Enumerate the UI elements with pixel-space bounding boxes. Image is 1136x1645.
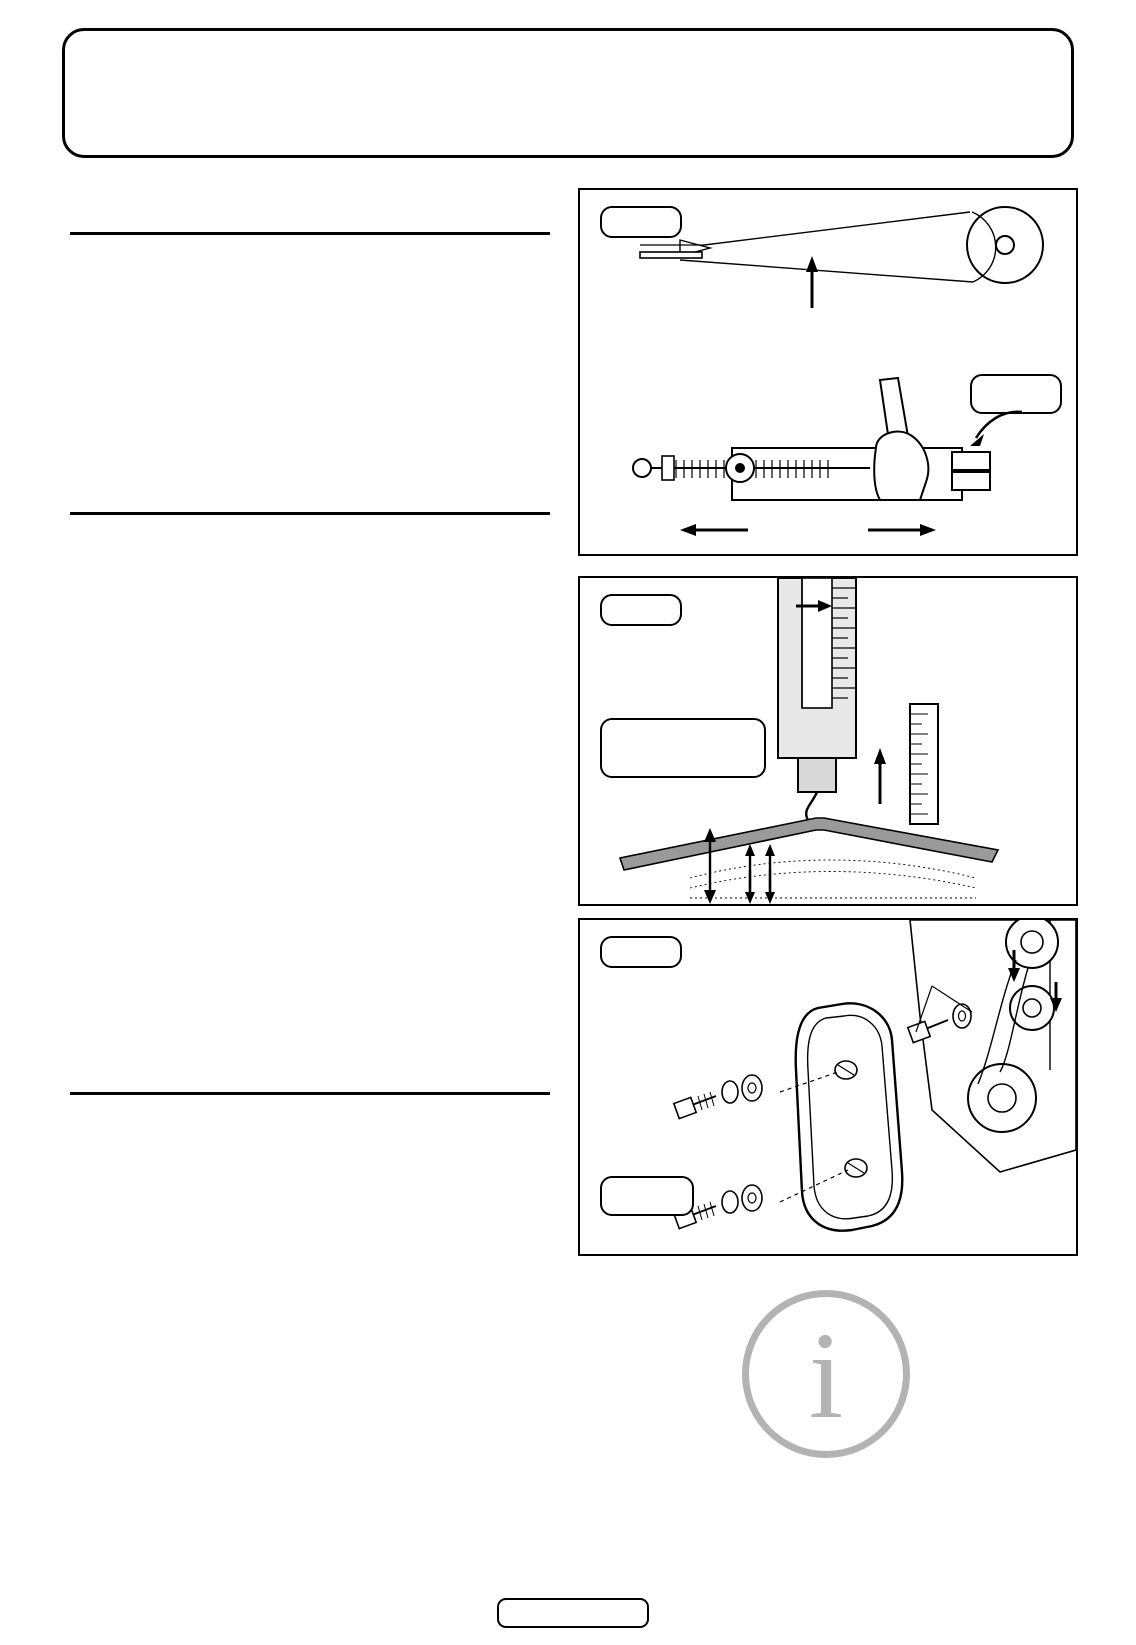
- section-3-rule: [70, 1092, 550, 1095]
- figure-2-label: [600, 594, 682, 626]
- figure-3-label: [600, 936, 682, 968]
- section-1: [70, 232, 550, 243]
- figure-1-drawing: [580, 190, 1076, 554]
- figure-1-callout-pointer: [962, 408, 1028, 454]
- page-number-box: [497, 1598, 649, 1628]
- section-2-rule: [70, 512, 550, 515]
- figure-3-callout-1: [600, 1176, 694, 1216]
- info-glyph: i: [808, 1307, 844, 1444]
- info-icon: [742, 1290, 910, 1458]
- section-1-rule: [70, 232, 550, 235]
- figure-2-callout-1: [600, 718, 766, 778]
- figure-2: [578, 576, 1078, 906]
- section-2: [70, 512, 550, 523]
- figure-1: [578, 188, 1078, 556]
- section-3: [70, 1092, 550, 1103]
- figure-1-label: [600, 206, 682, 238]
- figure-3: [578, 918, 1078, 1256]
- warning-notice-box: [62, 28, 1074, 158]
